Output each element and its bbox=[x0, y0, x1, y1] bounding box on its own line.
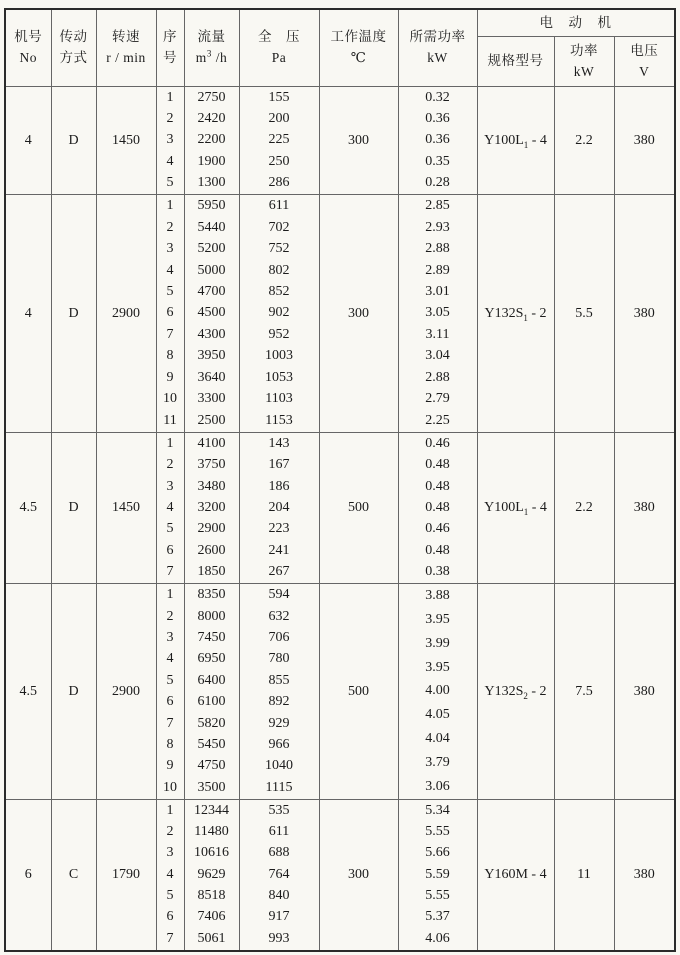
serial-cell bbox=[156, 433, 184, 584]
pressure-value: 706 bbox=[268, 629, 290, 645]
header-machine-no bbox=[5, 9, 51, 87]
serial-value: 9 bbox=[166, 369, 174, 385]
pressure-value: 223 bbox=[268, 521, 290, 537]
required-power-stack bbox=[399, 196, 477, 432]
header-row-main bbox=[5, 9, 675, 37]
header-serial-line: 序 bbox=[163, 29, 177, 45]
speed-cell: 2900 bbox=[96, 584, 156, 800]
machine-no-cell: 4.5 bbox=[5, 433, 51, 584]
required-power-cell bbox=[398, 195, 477, 433]
header-required-power-line: kW bbox=[427, 50, 448, 65]
flow-value: 4700 bbox=[197, 284, 226, 300]
motor-model-cell: $Y100L_1 - 4$ bbox=[477, 433, 554, 584]
flow-value: 1850 bbox=[197, 563, 226, 579]
header-pressure-line: Pa bbox=[271, 50, 287, 65]
serial-value: 1 bbox=[166, 802, 174, 818]
motor-power-cell: 11 bbox=[554, 800, 614, 951]
serial-value: 7 bbox=[166, 563, 174, 579]
fan-spec-table bbox=[4, 8, 676, 952]
flow-value: 5950 bbox=[197, 198, 226, 214]
power-value: 2.85 bbox=[425, 198, 450, 214]
flow-value: 2200 bbox=[197, 132, 226, 148]
pressure-value: 267 bbox=[268, 563, 290, 579]
power-value: 4.06 bbox=[425, 930, 450, 946]
power-value: 5.34 bbox=[425, 802, 450, 818]
serial-cell bbox=[156, 584, 184, 800]
flow-value: 6400 bbox=[197, 672, 226, 688]
motor-model-cell: Y160M - 4 bbox=[477, 800, 554, 951]
flow-value: 8000 bbox=[197, 608, 226, 624]
voltage-cell: 380 bbox=[614, 195, 675, 433]
header-machine-no-line: 机号 bbox=[14, 29, 43, 45]
power-value: 0.48 bbox=[425, 499, 450, 515]
pressure-cell bbox=[239, 87, 319, 195]
pressure-value: 204 bbox=[268, 499, 290, 515]
pressure-value: 200 bbox=[268, 111, 290, 127]
flow-value: 4750 bbox=[197, 758, 226, 774]
serial-value: 1 bbox=[166, 436, 174, 452]
pressure-value: 1153 bbox=[265, 412, 293, 428]
pressure-cell-stack bbox=[240, 585, 319, 799]
power-value: 0.46 bbox=[425, 521, 450, 537]
power-value: 2.88 bbox=[425, 369, 450, 385]
flow-cell-stack bbox=[185, 434, 239, 583]
pressure-value: 966 bbox=[268, 736, 290, 752]
header-pressure-line: 全 压 bbox=[258, 29, 300, 45]
serial-value: 3 bbox=[166, 478, 174, 494]
motor-model-cell: $Y132S_1 - 2$ bbox=[477, 195, 554, 433]
pressure-value: 167 bbox=[268, 457, 290, 473]
serial-cell bbox=[156, 87, 184, 195]
flow-cell-stack bbox=[185, 88, 239, 194]
power-value: 0.48 bbox=[425, 542, 450, 558]
pressure-value: 752 bbox=[268, 241, 290, 257]
pressure-cell bbox=[239, 800, 319, 951]
serial-value: 8 bbox=[166, 736, 174, 752]
temp-cell: 500 bbox=[319, 584, 398, 800]
header-drive-mode bbox=[51, 9, 96, 87]
required-power-cell bbox=[398, 433, 477, 584]
serial-value: 6 bbox=[166, 694, 174, 710]
serial-value: 8 bbox=[166, 348, 174, 364]
speed-cell: 1790 bbox=[96, 800, 156, 951]
power-value: 0.48 bbox=[425, 457, 450, 473]
header-flow bbox=[184, 9, 239, 87]
table-body bbox=[5, 87, 675, 951]
flow-value: 2500 bbox=[197, 412, 226, 428]
flow-value: 5200 bbox=[197, 241, 226, 257]
power-value: 5.55 bbox=[425, 888, 450, 904]
required-power-stack bbox=[399, 88, 477, 194]
pressure-value: 993 bbox=[268, 930, 290, 946]
pressure-value: 840 bbox=[268, 888, 290, 904]
pressure-value: 155 bbox=[268, 90, 290, 106]
pressure-value: 780 bbox=[268, 651, 290, 667]
pressure-value: 1003 bbox=[265, 348, 293, 364]
flow-cell bbox=[184, 584, 239, 800]
required-power-stack bbox=[399, 800, 477, 949]
serial-value: 10 bbox=[163, 391, 177, 407]
serial-cell bbox=[156, 800, 184, 951]
flow-value: 5450 bbox=[197, 736, 226, 752]
header-motor-model bbox=[477, 37, 554, 87]
flow-cell-stack bbox=[185, 585, 239, 799]
header-voltage-line: 电压 bbox=[630, 42, 659, 58]
power-value: 3.95 bbox=[425, 659, 450, 675]
flow-value: 11480 bbox=[194, 824, 229, 840]
pressure-cell bbox=[239, 195, 319, 433]
serial-value: 2 bbox=[166, 219, 174, 235]
serial-cell-stack bbox=[157, 196, 184, 432]
flow-value: 3300 bbox=[197, 391, 226, 407]
pressure-cell bbox=[239, 433, 319, 584]
header-drive-mode-line: 方式 bbox=[59, 50, 88, 65]
header-motor-power bbox=[554, 37, 614, 87]
motor-model-cell: $Y132S_2 - 2$ bbox=[477, 584, 554, 800]
serial-value: 2 bbox=[166, 457, 174, 473]
required-power-stack bbox=[399, 434, 477, 583]
power-value: 2.89 bbox=[425, 262, 450, 278]
drive-mode-cell: D bbox=[51, 87, 96, 195]
pressure-value: 143 bbox=[268, 436, 290, 452]
machine-no-cell: 4 bbox=[5, 195, 51, 433]
flow-value: 1300 bbox=[197, 174, 226, 190]
pressure-value: 1040 bbox=[265, 758, 293, 774]
speed-cell: 2900 bbox=[96, 195, 156, 433]
power-value: 5.55 bbox=[425, 824, 450, 840]
header-work-temp bbox=[319, 9, 398, 87]
voltage-cell: 380 bbox=[614, 433, 675, 584]
pressure-cell-stack bbox=[240, 800, 319, 949]
serial-value: 2 bbox=[166, 824, 174, 840]
pressure-value: 594 bbox=[268, 587, 290, 603]
flow-value: 6950 bbox=[197, 651, 226, 667]
power-value: 4.05 bbox=[425, 707, 450, 723]
power-value: 2.79 bbox=[425, 391, 450, 407]
flow-value: 5000 bbox=[197, 262, 226, 278]
header-required-power bbox=[398, 9, 477, 87]
header-voltage-line: V bbox=[639, 63, 650, 79]
voltage-cell: 380 bbox=[614, 87, 675, 195]
table-header bbox=[5, 9, 675, 87]
serial-value: 1 bbox=[166, 90, 174, 106]
flow-value: 5440 bbox=[197, 219, 226, 235]
pressure-value: 902 bbox=[268, 305, 290, 321]
power-value: 0.35 bbox=[425, 153, 450, 169]
spec-block bbox=[5, 87, 675, 195]
pressure-value: 286 bbox=[268, 174, 290, 190]
power-value: 3.06 bbox=[425, 778, 450, 794]
serial-value: 11 bbox=[163, 412, 177, 428]
serial-value: 6 bbox=[166, 542, 174, 558]
flow-value: 3480 bbox=[197, 478, 226, 494]
serial-value: 7 bbox=[166, 715, 174, 731]
serial-value: 7 bbox=[166, 930, 174, 946]
flow-value: 4500 bbox=[197, 305, 226, 321]
pressure-value: 632 bbox=[268, 608, 290, 624]
header-serial bbox=[156, 9, 184, 87]
power-value: 0.32 bbox=[425, 90, 450, 106]
pressure-value: 802 bbox=[268, 262, 290, 278]
flow-value: 5061 bbox=[197, 930, 226, 946]
drive-mode-cell: C bbox=[51, 800, 96, 951]
serial-cell-stack bbox=[157, 434, 184, 583]
power-value: 4.04 bbox=[425, 730, 450, 746]
pressure-value: 241 bbox=[268, 542, 290, 558]
pressure-value: 1115 bbox=[265, 779, 293, 795]
power-value: 0.36 bbox=[425, 132, 450, 148]
pressure-value: 764 bbox=[268, 866, 290, 882]
serial-value: 1 bbox=[166, 587, 174, 603]
power-value: 3.99 bbox=[425, 635, 450, 651]
flow-value: 2420 bbox=[197, 111, 226, 127]
pressure-value: 892 bbox=[268, 694, 290, 710]
flow-value: 3500 bbox=[197, 779, 226, 795]
serial-cell-stack bbox=[157, 800, 184, 949]
power-value: 3.05 bbox=[425, 305, 450, 321]
power-value: 3.04 bbox=[425, 348, 450, 364]
serial-value: 3 bbox=[166, 132, 174, 148]
temp-cell: 300 bbox=[319, 87, 398, 195]
serial-value: 4 bbox=[166, 153, 174, 169]
serial-value: 6 bbox=[166, 305, 174, 321]
serial-cell bbox=[156, 195, 184, 433]
motor-model-cell: $Y100L_1 - 4$ bbox=[477, 87, 554, 195]
temp-cell: 300 bbox=[319, 195, 398, 433]
flow-value: 4300 bbox=[197, 326, 226, 342]
serial-value: 5 bbox=[166, 174, 174, 190]
flow-value: 3750 bbox=[197, 457, 226, 473]
power-value: 3.88 bbox=[425, 588, 450, 604]
serial-value: 4 bbox=[166, 651, 174, 667]
flow-value: 6100 bbox=[197, 694, 226, 710]
pressure-value: 225 bbox=[268, 132, 290, 148]
power-value: 2.88 bbox=[425, 241, 450, 257]
flow-value: 12344 bbox=[194, 802, 229, 818]
serial-value: 2 bbox=[166, 111, 174, 127]
header-serial-line: 号 bbox=[163, 50, 177, 65]
power-value: 3.11 bbox=[425, 326, 450, 342]
pressure-value: 1053 bbox=[265, 369, 293, 385]
serial-value: 5 bbox=[166, 521, 174, 537]
temp-cell: 500 bbox=[319, 433, 398, 584]
power-value: 3.79 bbox=[425, 754, 450, 770]
drive-mode-cell: D bbox=[51, 584, 96, 800]
flow-value: 7406 bbox=[197, 909, 226, 925]
speed-cell: 1450 bbox=[96, 433, 156, 584]
flow-cell-stack bbox=[185, 800, 239, 949]
header-speed-line: r / min bbox=[106, 50, 146, 65]
flow-value: 9629 bbox=[197, 866, 226, 882]
header-motor-power-line: 功率 bbox=[570, 42, 598, 58]
flow-cell bbox=[184, 87, 239, 195]
flow-value: 2750 bbox=[197, 90, 226, 106]
flow-value: 7450 bbox=[197, 629, 226, 645]
machine-no-cell: 4.5 bbox=[5, 584, 51, 800]
drive-mode-cell: D bbox=[51, 433, 96, 584]
header-speed-line: 转速 bbox=[112, 29, 140, 45]
pressure-cell-stack bbox=[240, 196, 319, 432]
required-power-stack bbox=[399, 585, 477, 799]
flow-cell bbox=[184, 800, 239, 951]
flow-value: 3200 bbox=[197, 499, 226, 515]
serial-value: 6 bbox=[166, 909, 174, 925]
header-voltage bbox=[614, 37, 675, 87]
header-flow-line: 流量 bbox=[197, 29, 226, 45]
pressure-value: 852 bbox=[268, 284, 290, 300]
serial-value: 5 bbox=[166, 672, 174, 688]
serial-value: 4 bbox=[166, 262, 174, 278]
header-work-temp-line: ℃ bbox=[350, 50, 367, 65]
flow-value: 4100 bbox=[197, 436, 226, 452]
serial-value: 5 bbox=[166, 888, 174, 904]
flow-value: 8518 bbox=[197, 888, 226, 904]
speed-cell: 1450 bbox=[96, 87, 156, 195]
flow-value: 2900 bbox=[197, 521, 226, 537]
header-motor-model-line: 规格型号 bbox=[487, 53, 544, 69]
pressure-value: 929 bbox=[268, 715, 290, 731]
pressure-value: 250 bbox=[268, 153, 290, 169]
power-value: 2.93 bbox=[425, 219, 450, 235]
serial-value: 3 bbox=[166, 845, 174, 861]
header-flow-line: $m^3$ /h bbox=[195, 48, 228, 65]
pressure-cell bbox=[239, 584, 319, 800]
serial-value: 10 bbox=[163, 779, 177, 795]
power-value: 3.95 bbox=[425, 612, 450, 628]
pressure-value: 952 bbox=[268, 326, 290, 342]
flow-cell bbox=[184, 433, 239, 584]
header-motor-group: 电 动 机 bbox=[477, 9, 675, 37]
pressure-value: 688 bbox=[268, 845, 290, 861]
power-value: 0.46 bbox=[425, 436, 450, 452]
voltage-cell: 380 bbox=[614, 584, 675, 800]
serial-value: 2 bbox=[166, 608, 174, 624]
flow-value: 3950 bbox=[197, 348, 226, 364]
pressure-value: 702 bbox=[268, 219, 290, 235]
temp-cell: 300 bbox=[319, 800, 398, 951]
power-value: 0.36 bbox=[425, 111, 450, 127]
spec-block bbox=[5, 584, 675, 800]
header-speed bbox=[96, 9, 156, 87]
header-required-power-line: 所需功率 bbox=[409, 29, 466, 45]
flow-value: 1900 bbox=[197, 153, 226, 169]
flow-cell-stack bbox=[185, 196, 239, 432]
power-value: 5.66 bbox=[425, 845, 450, 861]
flow-value: 2600 bbox=[197, 542, 226, 558]
motor-power-cell: 7.5 bbox=[554, 584, 614, 800]
serial-value: 5 bbox=[166, 284, 174, 300]
power-value: 3.01 bbox=[425, 284, 450, 300]
header-pressure bbox=[239, 9, 319, 87]
power-value: 0.38 bbox=[425, 563, 450, 579]
power-value: 0.28 bbox=[425, 174, 450, 190]
pressure-value: 917 bbox=[268, 909, 290, 925]
spec-block bbox=[5, 800, 675, 951]
pressure-cell-stack bbox=[240, 434, 319, 583]
serial-value: 4 bbox=[166, 866, 174, 882]
required-power-cell bbox=[398, 584, 477, 800]
flow-value: 5820 bbox=[197, 715, 226, 731]
serial-value: 4 bbox=[166, 499, 174, 515]
serial-value: 3 bbox=[166, 629, 174, 645]
drive-mode-cell: D bbox=[51, 195, 96, 433]
spec-block bbox=[5, 195, 675, 433]
motor-power-cell: 5.5 bbox=[554, 195, 614, 433]
power-value: 0.48 bbox=[425, 478, 450, 494]
pressure-value: 611 bbox=[268, 198, 290, 214]
pressure-value: 1103 bbox=[265, 391, 293, 407]
power-value: 5.59 bbox=[425, 866, 450, 882]
power-value: 2.25 bbox=[425, 412, 450, 428]
serial-value: 7 bbox=[166, 326, 174, 342]
pressure-value: 611 bbox=[268, 824, 290, 840]
required-power-cell bbox=[398, 800, 477, 951]
power-value: 4.00 bbox=[425, 683, 450, 699]
spec-block bbox=[5, 433, 675, 584]
serial-cell-stack bbox=[157, 585, 184, 799]
header-drive-mode-line: 传动 bbox=[59, 29, 88, 45]
flow-value: 3640 bbox=[197, 369, 226, 385]
flow-value: 10616 bbox=[194, 845, 229, 861]
pressure-value: 535 bbox=[268, 802, 290, 818]
required-power-cell bbox=[398, 87, 477, 195]
voltage-cell: 380 bbox=[614, 800, 675, 951]
flow-value: 8350 bbox=[197, 587, 226, 603]
serial-value: 9 bbox=[166, 758, 174, 774]
header-work-temp-line: 工作温度 bbox=[330, 29, 387, 45]
power-value: 5.37 bbox=[425, 909, 450, 925]
pressure-value: 186 bbox=[268, 478, 290, 494]
serial-cell-stack bbox=[157, 88, 184, 194]
machine-no-cell: 4 bbox=[5, 87, 51, 195]
header-machine-no-line: No bbox=[19, 50, 37, 65]
flow-cell bbox=[184, 195, 239, 433]
pressure-value: 855 bbox=[268, 672, 290, 688]
machine-no-cell: 6 bbox=[5, 800, 51, 951]
header-motor-power-line: kW bbox=[573, 63, 595, 79]
motor-power-cell: 2.2 bbox=[554, 433, 614, 584]
pressure-cell-stack bbox=[240, 88, 319, 194]
serial-value: 1 bbox=[166, 198, 174, 214]
serial-value: 3 bbox=[166, 241, 174, 257]
motor-power-cell: 2.2 bbox=[554, 87, 614, 195]
